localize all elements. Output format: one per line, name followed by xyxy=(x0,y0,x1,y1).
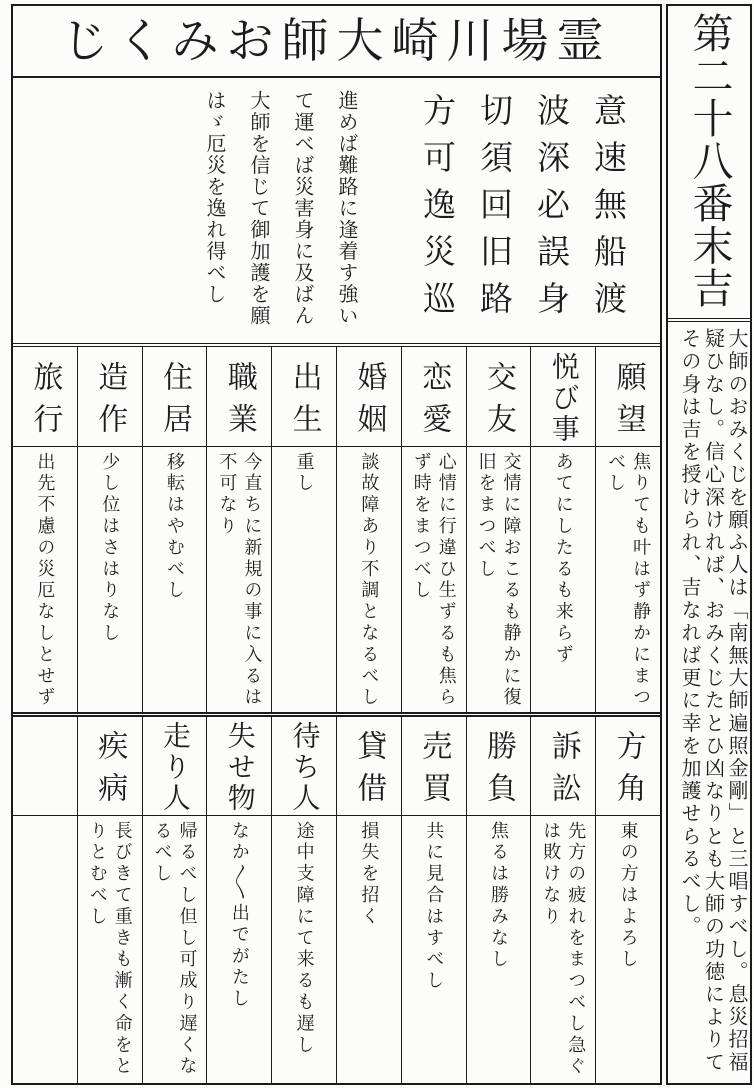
category-label: 疾病 xyxy=(92,730,128,814)
category-text-line: 談故障あり不調となるべし xyxy=(358,452,380,709)
category-text xyxy=(292,821,317,1079)
explanation-line: て運べば災害身に及ばん xyxy=(291,90,315,327)
category-heading xyxy=(272,347,336,447)
category-body xyxy=(13,447,77,712)
category-text-line: 東の方はよろし xyxy=(617,821,639,971)
category-heading xyxy=(596,717,660,816)
category-cell xyxy=(142,347,207,712)
category-text-line: 共に見合はすべし xyxy=(423,821,445,993)
category-label: 造作 xyxy=(92,360,128,445)
category-cell xyxy=(336,347,401,712)
category-label: 貸借 xyxy=(351,730,387,814)
fortune-body xyxy=(11,78,662,1085)
category-text-line: 旧をまつべし xyxy=(475,452,497,581)
fortune-rank-cell xyxy=(668,6,750,322)
category-label: 失せ物 xyxy=(223,721,257,814)
category-text-line: 焦りても叶はず静かにまつ xyxy=(630,452,652,709)
category-grid-lower xyxy=(13,712,660,1083)
category-label: 旅行 xyxy=(27,360,63,445)
category-label: 恋愛 xyxy=(416,360,452,445)
category-cell xyxy=(595,717,660,1083)
category-heading xyxy=(207,347,271,447)
category-label: 待ち人 xyxy=(288,721,322,814)
category-label: 願望 xyxy=(610,360,646,445)
category-heading xyxy=(207,717,271,816)
category-body xyxy=(143,816,207,1083)
category-heading xyxy=(78,717,142,816)
category-text-line: るべし xyxy=(151,821,173,886)
category-heading xyxy=(467,717,531,816)
category-label: 方角 xyxy=(610,730,646,814)
category-cell xyxy=(466,347,531,712)
category-cell xyxy=(206,347,271,712)
explanation-line: 大師を信じて御加護を願 xyxy=(247,90,271,327)
category-text xyxy=(292,452,317,710)
category-heading xyxy=(337,717,401,816)
category-cell xyxy=(336,717,401,1083)
category-text xyxy=(214,452,264,710)
category-text-line: 重し xyxy=(293,452,315,495)
category-label: 婚姻 xyxy=(351,360,387,445)
category-heading xyxy=(531,717,595,816)
category-body xyxy=(467,816,531,1083)
category-body xyxy=(13,816,77,1083)
category-text-line: ず時をまつべし xyxy=(410,452,432,602)
category-body xyxy=(531,447,595,712)
category-text xyxy=(409,452,459,710)
category-cell xyxy=(142,717,207,1083)
category-text-line: 損失を招く xyxy=(358,821,380,928)
category-heading xyxy=(13,347,77,447)
category-text xyxy=(474,452,524,710)
fortune-panel xyxy=(666,4,752,1085)
category-text-line: 移転はやむべし xyxy=(164,452,186,602)
category-body xyxy=(337,447,401,712)
category-text-line: 少し位はさはりなし xyxy=(99,452,121,645)
category-text xyxy=(603,452,653,710)
category-label: 悦び事 xyxy=(547,351,581,445)
category-cell xyxy=(595,347,660,712)
instructions-line: 大師のおみくじを願ふ人は「南無大師遍照金剛」と三唱すべし。息災招福 xyxy=(725,328,749,1074)
category-text-line: 交情に障おこるも静かに復 xyxy=(500,452,522,709)
category-body xyxy=(402,816,466,1083)
category-text-line: 焦るは勝みなし xyxy=(488,821,509,971)
category-text-line: 長びきて重きも漸く命をと xyxy=(111,821,133,1078)
category-body xyxy=(531,816,595,1083)
category-heading xyxy=(143,717,207,816)
category-text-line: 今直ちに新規の事に入るは xyxy=(241,452,263,709)
oracle-poem xyxy=(409,93,637,333)
category-text xyxy=(85,821,135,1079)
category-heading xyxy=(337,347,401,447)
explanation-line: はゞ厄災を逸れ得べし xyxy=(203,90,227,305)
category-heading xyxy=(402,717,466,816)
category-heading xyxy=(13,717,77,816)
category-text xyxy=(551,452,576,710)
category-text-line: 途中支障にて来るも遅し xyxy=(293,821,315,1057)
category-cell xyxy=(530,717,595,1083)
category-label: 住居 xyxy=(157,360,193,445)
category-cell xyxy=(77,717,142,1083)
poem-line: 方可逸災巡 xyxy=(418,93,457,328)
category-text-line: なか〱出でがたし xyxy=(228,821,250,1011)
instructions-line: 疑ひなし。信心深ければ、おみくじたとひ凶なりとも大師の功徳によりて xyxy=(701,328,726,1074)
category-body xyxy=(207,816,271,1083)
category-text xyxy=(227,821,252,1079)
category-text-line: は敗けなり xyxy=(540,821,562,928)
category-body xyxy=(78,447,142,712)
category-heading xyxy=(272,717,336,816)
category-body xyxy=(596,447,660,712)
category-text xyxy=(486,821,511,1079)
category-cell xyxy=(466,717,531,1083)
poem-line: 波深必誤身 xyxy=(532,93,571,328)
category-body xyxy=(467,447,531,712)
category-text xyxy=(356,821,381,1079)
category-text-line: べし xyxy=(605,452,627,495)
fortune-rank: 第二十八番末吉 xyxy=(685,12,734,310)
category-text-line: あてにしたるも来らず xyxy=(552,452,574,666)
category-heading xyxy=(596,347,660,447)
category-text-line: 出先不慮の災厄なしとせず xyxy=(34,452,56,709)
poem-explanation xyxy=(193,90,369,330)
category-text-line: 心情に行違ひ生ずるも焦ら xyxy=(435,452,457,709)
category-label: 交友 xyxy=(481,360,516,445)
category-body xyxy=(596,816,660,1083)
poem-line: 意速無船渡 xyxy=(589,93,628,328)
category-label: 出生 xyxy=(286,360,322,445)
category-cell xyxy=(77,347,142,712)
empty-cell xyxy=(13,717,77,1083)
category-heading xyxy=(402,347,466,447)
category-label: 訴訟 xyxy=(545,730,581,814)
category-label: 走り人 xyxy=(158,721,192,814)
category-label: 職業 xyxy=(221,360,257,445)
category-cell xyxy=(401,717,466,1083)
category-heading xyxy=(143,347,207,447)
header-banner xyxy=(11,4,662,78)
category-label: 売買 xyxy=(416,730,452,814)
category-body xyxy=(272,447,336,712)
category-text-line: りとむべし xyxy=(86,821,108,928)
category-cell xyxy=(271,717,336,1083)
category-text-line: 帰るべし但し可成り遅くな xyxy=(176,821,198,1078)
category-text xyxy=(616,821,641,1079)
poem-line: 切須回旧路 xyxy=(475,93,514,328)
category-heading xyxy=(467,347,531,447)
category-cell xyxy=(206,717,271,1083)
explanation-line: 進めば難路に逢着す強い xyxy=(335,90,359,327)
category-body xyxy=(78,816,142,1083)
slip-title: 霊場川崎大師おみくじ xyxy=(61,13,612,69)
category-body xyxy=(143,447,207,712)
category-body xyxy=(207,447,271,712)
instructions-line: その身は吉を授けられ、吉なれば更に幸を加護せらるべし。 xyxy=(678,328,702,939)
category-heading xyxy=(531,347,595,447)
category-body xyxy=(337,816,401,1083)
category-cell xyxy=(271,347,336,712)
category-grid-upper xyxy=(13,343,660,712)
category-cell xyxy=(401,347,466,712)
category-text xyxy=(162,452,187,710)
category-body xyxy=(402,447,466,712)
category-cell xyxy=(13,347,77,712)
category-text xyxy=(32,452,57,710)
category-text xyxy=(97,452,122,710)
instructions-cell xyxy=(668,322,750,1083)
instructions-text xyxy=(678,328,749,1080)
category-text xyxy=(356,452,381,710)
category-text xyxy=(538,821,588,1079)
category-label: 勝負 xyxy=(481,730,516,814)
category-text xyxy=(150,821,200,1079)
category-heading xyxy=(78,347,142,447)
category-cell xyxy=(530,347,595,712)
category-text xyxy=(421,821,446,1079)
category-text-line: 不可なり xyxy=(216,452,238,538)
category-text-line: 先方の疲れをまつべし急ぐ xyxy=(565,821,587,1078)
category-body xyxy=(272,816,336,1083)
